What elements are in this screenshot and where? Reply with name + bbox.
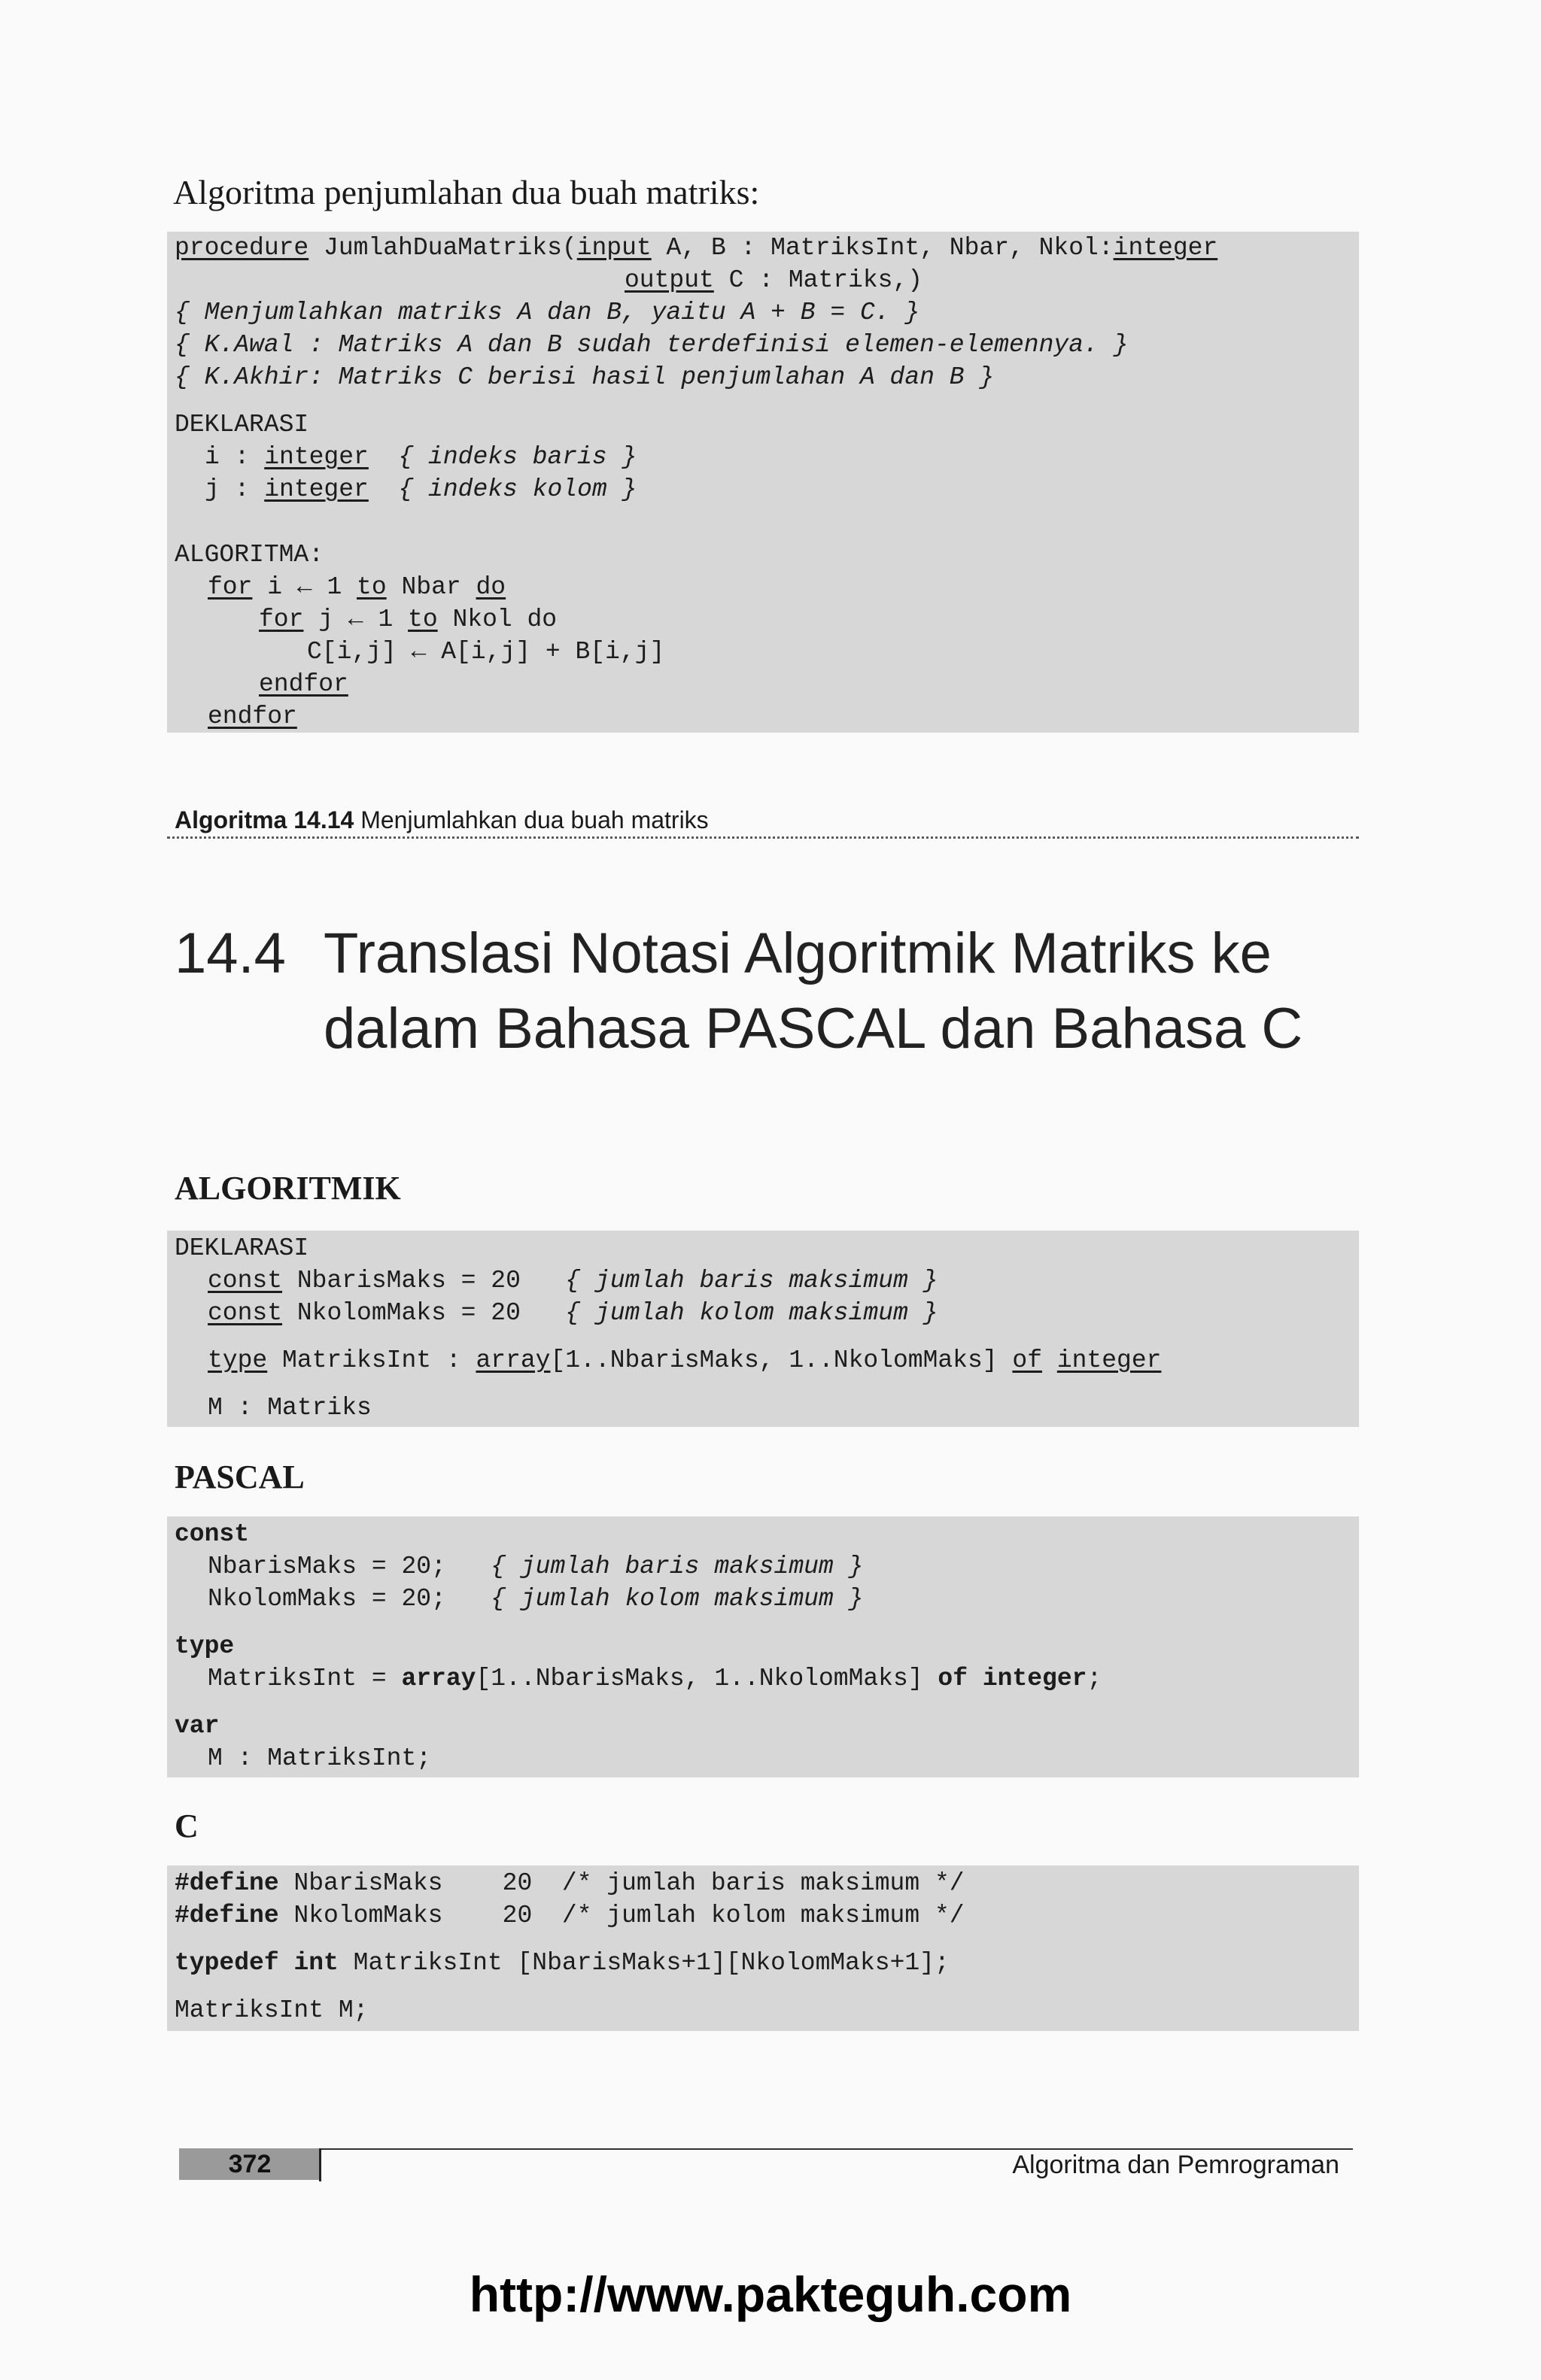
code-text: i ← 1 [252, 573, 357, 601]
code-line [175, 1899, 1359, 1932]
code-text: NbarisMaks 20 /* jumlah baris maksimum */ [278, 1869, 965, 1897]
code-text [279, 1949, 294, 1977]
keyword: var [175, 1712, 220, 1740]
keyword: to [408, 606, 438, 633]
caption-divider [167, 836, 1359, 839]
page-number: 372 [179, 2148, 321, 2180]
code-comment: { indeks baris } [398, 443, 637, 471]
code-text: NkolomMaks = 20 [282, 1299, 566, 1327]
keyword: of [938, 1665, 968, 1692]
code-line [175, 700, 1359, 733]
code-line: C[i,j] ← A[i,j] + B[i,j] [307, 638, 665, 666]
code-text: [1..NbarisMaks, 1..NkolomMaks] [476, 1665, 938, 1692]
code-comment: { jumlah kolom maksimum } [491, 1585, 864, 1613]
code-text: NbarisMaks = 20 [282, 1267, 566, 1295]
pascal-code-block [167, 1516, 1359, 1777]
keyword: for [208, 573, 253, 601]
code-comment: { jumlah baris maksimum } [565, 1267, 938, 1295]
algoritmik-code-block [167, 1231, 1359, 1427]
code-line [175, 1344, 1359, 1377]
book-title: Algoritma dan Pemrograman [1012, 2151, 1339, 2179]
code-text: NkolomMaks = 20; [208, 1585, 491, 1613]
keyword: do [476, 573, 506, 601]
page-tick [319, 2148, 321, 2181]
keyword: typedef [175, 1949, 279, 1977]
code-line: ALGORITMA: [175, 541, 324, 569]
code-text: MatriksInt : [267, 1346, 476, 1374]
code-line [175, 232, 1359, 264]
keyword: integer [1113, 234, 1218, 262]
keyword: endfor [208, 703, 297, 730]
keyword: of [1012, 1346, 1043, 1374]
keyword: const [175, 1520, 250, 1548]
keyword: integer [982, 1665, 1087, 1692]
code-line [175, 264, 1359, 296]
c-code-block [167, 1865, 1359, 2031]
code-text: NbarisMaks = 20; [208, 1553, 491, 1580]
code-text [968, 1665, 983, 1692]
code-text: JumlahDuaMatriks( [309, 234, 577, 262]
keyword: int [293, 1949, 339, 1977]
code-text: MatriksInt = [208, 1665, 402, 1692]
code-comment: { K.Awal : Matriks A dan B sudah terdefinisi elemen-elemennya. } [175, 331, 1129, 359]
keyword: integer [264, 443, 369, 471]
code-text: Nkol do [437, 606, 558, 633]
keyword: array [476, 1346, 551, 1374]
code-line [175, 1947, 1359, 1979]
keyword: #define [175, 1902, 279, 1929]
code-comment: { jumlah baris maksimum } [491, 1553, 864, 1580]
algoritmik-heading: ALGORITMIK [175, 1170, 401, 1207]
code-text [1042, 1346, 1057, 1374]
keyword: const [208, 1299, 283, 1327]
keyword: output [625, 266, 714, 294]
code-text: j : [205, 475, 265, 503]
code-line [175, 1583, 1359, 1615]
code-text: i : [205, 443, 265, 471]
code-text: C : Matriks,) [713, 266, 923, 294]
code-comment: { Menjumlahkan matriks A dan B, yaitu A + B = C. } [175, 299, 920, 326]
section-title: Translasi Notasi Algoritmik Matriks ke dalam Bahasa PASCAL dan Bahasa C [324, 921, 1303, 1061]
code-line [175, 668, 1359, 700]
code-line: DEKLARASI [175, 1234, 309, 1262]
code-text: j ← 1 [303, 606, 409, 633]
caption-text: Menjumlahkan dua buah matriks [354, 806, 709, 833]
keyword: integer [1056, 1346, 1162, 1374]
code-text: A, B : MatriksInt, Nbar, Nkol: [651, 234, 1114, 262]
code-line [175, 1662, 1359, 1695]
code-line [175, 473, 1359, 505]
keyword: to [357, 573, 387, 601]
keyword: input [576, 234, 652, 262]
keyword: type [175, 1632, 235, 1660]
code-line [175, 1264, 1359, 1297]
keyword: #define [175, 1869, 279, 1897]
code-text: MatriksInt [NbarisMaks+1][NkolomMaks+1]; [338, 1949, 950, 1977]
intro-text: Algoritma penjumlahan dua buah matriks: [173, 173, 760, 211]
code-text: ; [1087, 1665, 1102, 1692]
caption-label: Algoritma 14.14 [175, 806, 354, 833]
code-comment: { indeks kolom } [398, 475, 637, 503]
code-line: MatriksInt M; [175, 1996, 369, 2024]
code-comment: { jumlah kolom maksimum } [565, 1299, 938, 1327]
section-number: 14.4 [175, 921, 286, 985]
keyword: type [208, 1346, 268, 1374]
code-text: Nbar [386, 573, 476, 601]
code-text: NkolomMaks 20 /* jumlah kolom maksimum */ [278, 1902, 965, 1929]
keyword: procedure [175, 234, 309, 262]
code-line [175, 1867, 1359, 1899]
pascal-heading: PASCAL [175, 1459, 305, 1495]
code-line [175, 1297, 1359, 1329]
keyword: array [401, 1665, 476, 1692]
code-text: [1..NbarisMaks, 1..NkolomMaks] [550, 1346, 1013, 1374]
keyword: const [208, 1267, 283, 1295]
code-line: DEKLARASI [175, 411, 309, 439]
keyword: integer [264, 475, 369, 503]
website-url: http://www.pakteguh.com [469, 2266, 1072, 2322]
procedure-code-block [167, 232, 1359, 733]
c-heading: C [175, 1808, 199, 1844]
code-comment: { K.Akhir: Matriks C berisi hasil penjumlahan A dan B } [175, 363, 995, 391]
keyword: endfor [259, 670, 348, 698]
code-line: M : Matriks [208, 1394, 372, 1422]
code-line [175, 1550, 1359, 1583]
code-line: M : MatriksInt; [208, 1744, 432, 1772]
algorithm-caption [175, 803, 709, 836]
code-line [175, 603, 1359, 636]
keyword: for [259, 606, 304, 633]
code-line [175, 441, 1359, 473]
code-line [175, 571, 1359, 603]
